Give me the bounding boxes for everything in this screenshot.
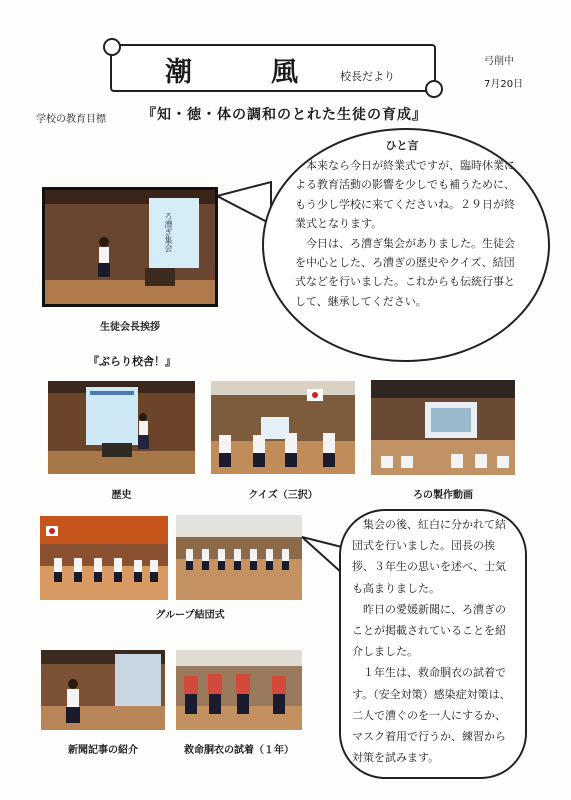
hitokoto-body — [295, 156, 521, 311]
speech-bubble-tail — [300, 535, 344, 579]
group-ceremony-photo-right — [176, 515, 302, 600]
quiz-photo — [211, 381, 355, 474]
newsletter-subtitle: 校長だより — [340, 70, 395, 83]
photo-caption: 生徒会長挨拶 — [100, 322, 160, 333]
report-paragraph: 昨日の愛媛新聞に、ろ漕ぎのことが掲載されていることを紹介しました。 — [352, 602, 506, 659]
oar-making-video-photo — [371, 380, 515, 475]
report-body — [352, 514, 512, 768]
hitokoto-paragraph: 今日は、ろ漕ぎ集会がありました。生徒会を中心とした、ろ漕ぎの歴史やクイズ、結団式などを行いました。これからも伝統行事として、継承してください。 — [295, 236, 515, 308]
goal-text: 『知・徳・体の調和のとれた生徒の育成』 — [142, 107, 427, 123]
newsletter-title: 潮 風 — [165, 57, 324, 88]
photo-caption: 新聞記事の紹介 — [68, 745, 138, 756]
history-photo — [48, 381, 195, 474]
life-jacket-photo — [176, 650, 302, 730]
report-paragraph: 集会の後、紅白に分かれて結団式を行いました。団長の挨拶、３年生の思いを述べ、士気も高まりました。 — [352, 518, 506, 595]
photo-caption: 歴史 — [111, 490, 132, 501]
group-ceremony-photo-left — [40, 516, 168, 600]
newspaper-article-photo — [41, 650, 165, 730]
student-council-president-photo — [42, 187, 218, 307]
screen-text: ろ漕ぎ集会 — [164, 212, 173, 252]
issue-date: 7月20日 — [484, 79, 524, 90]
goal-label: 学校の教育目標 — [36, 114, 106, 125]
photo-caption: 救命胴衣の試着（１年） — [184, 745, 294, 756]
section-title: 『ぶらり校舎！』 — [88, 355, 176, 368]
hitokoto-paragraph: 本来なら今日が終業式ですが、臨時休業による教育活動の影響を少しでも補うために、もう少し学校に来てくださいね。２９日が終業式となります。 — [295, 159, 515, 231]
photo-caption: グループ結団式 — [155, 610, 225, 621]
photo-caption: ろの製作動画 — [413, 490, 473, 501]
report-paragraph: １年生は、救命胴衣の試着です。（安全対策）感染症対策は、二人で漕ぐのを一人にするか、マスク着用で行うか、練習から対策を試みます。 — [352, 666, 511, 765]
photo-caption: クイズ（三択） — [248, 490, 318, 501]
hitokoto-heading: ひと言 — [385, 139, 419, 152]
school-name: 弓削中 — [484, 56, 514, 67]
